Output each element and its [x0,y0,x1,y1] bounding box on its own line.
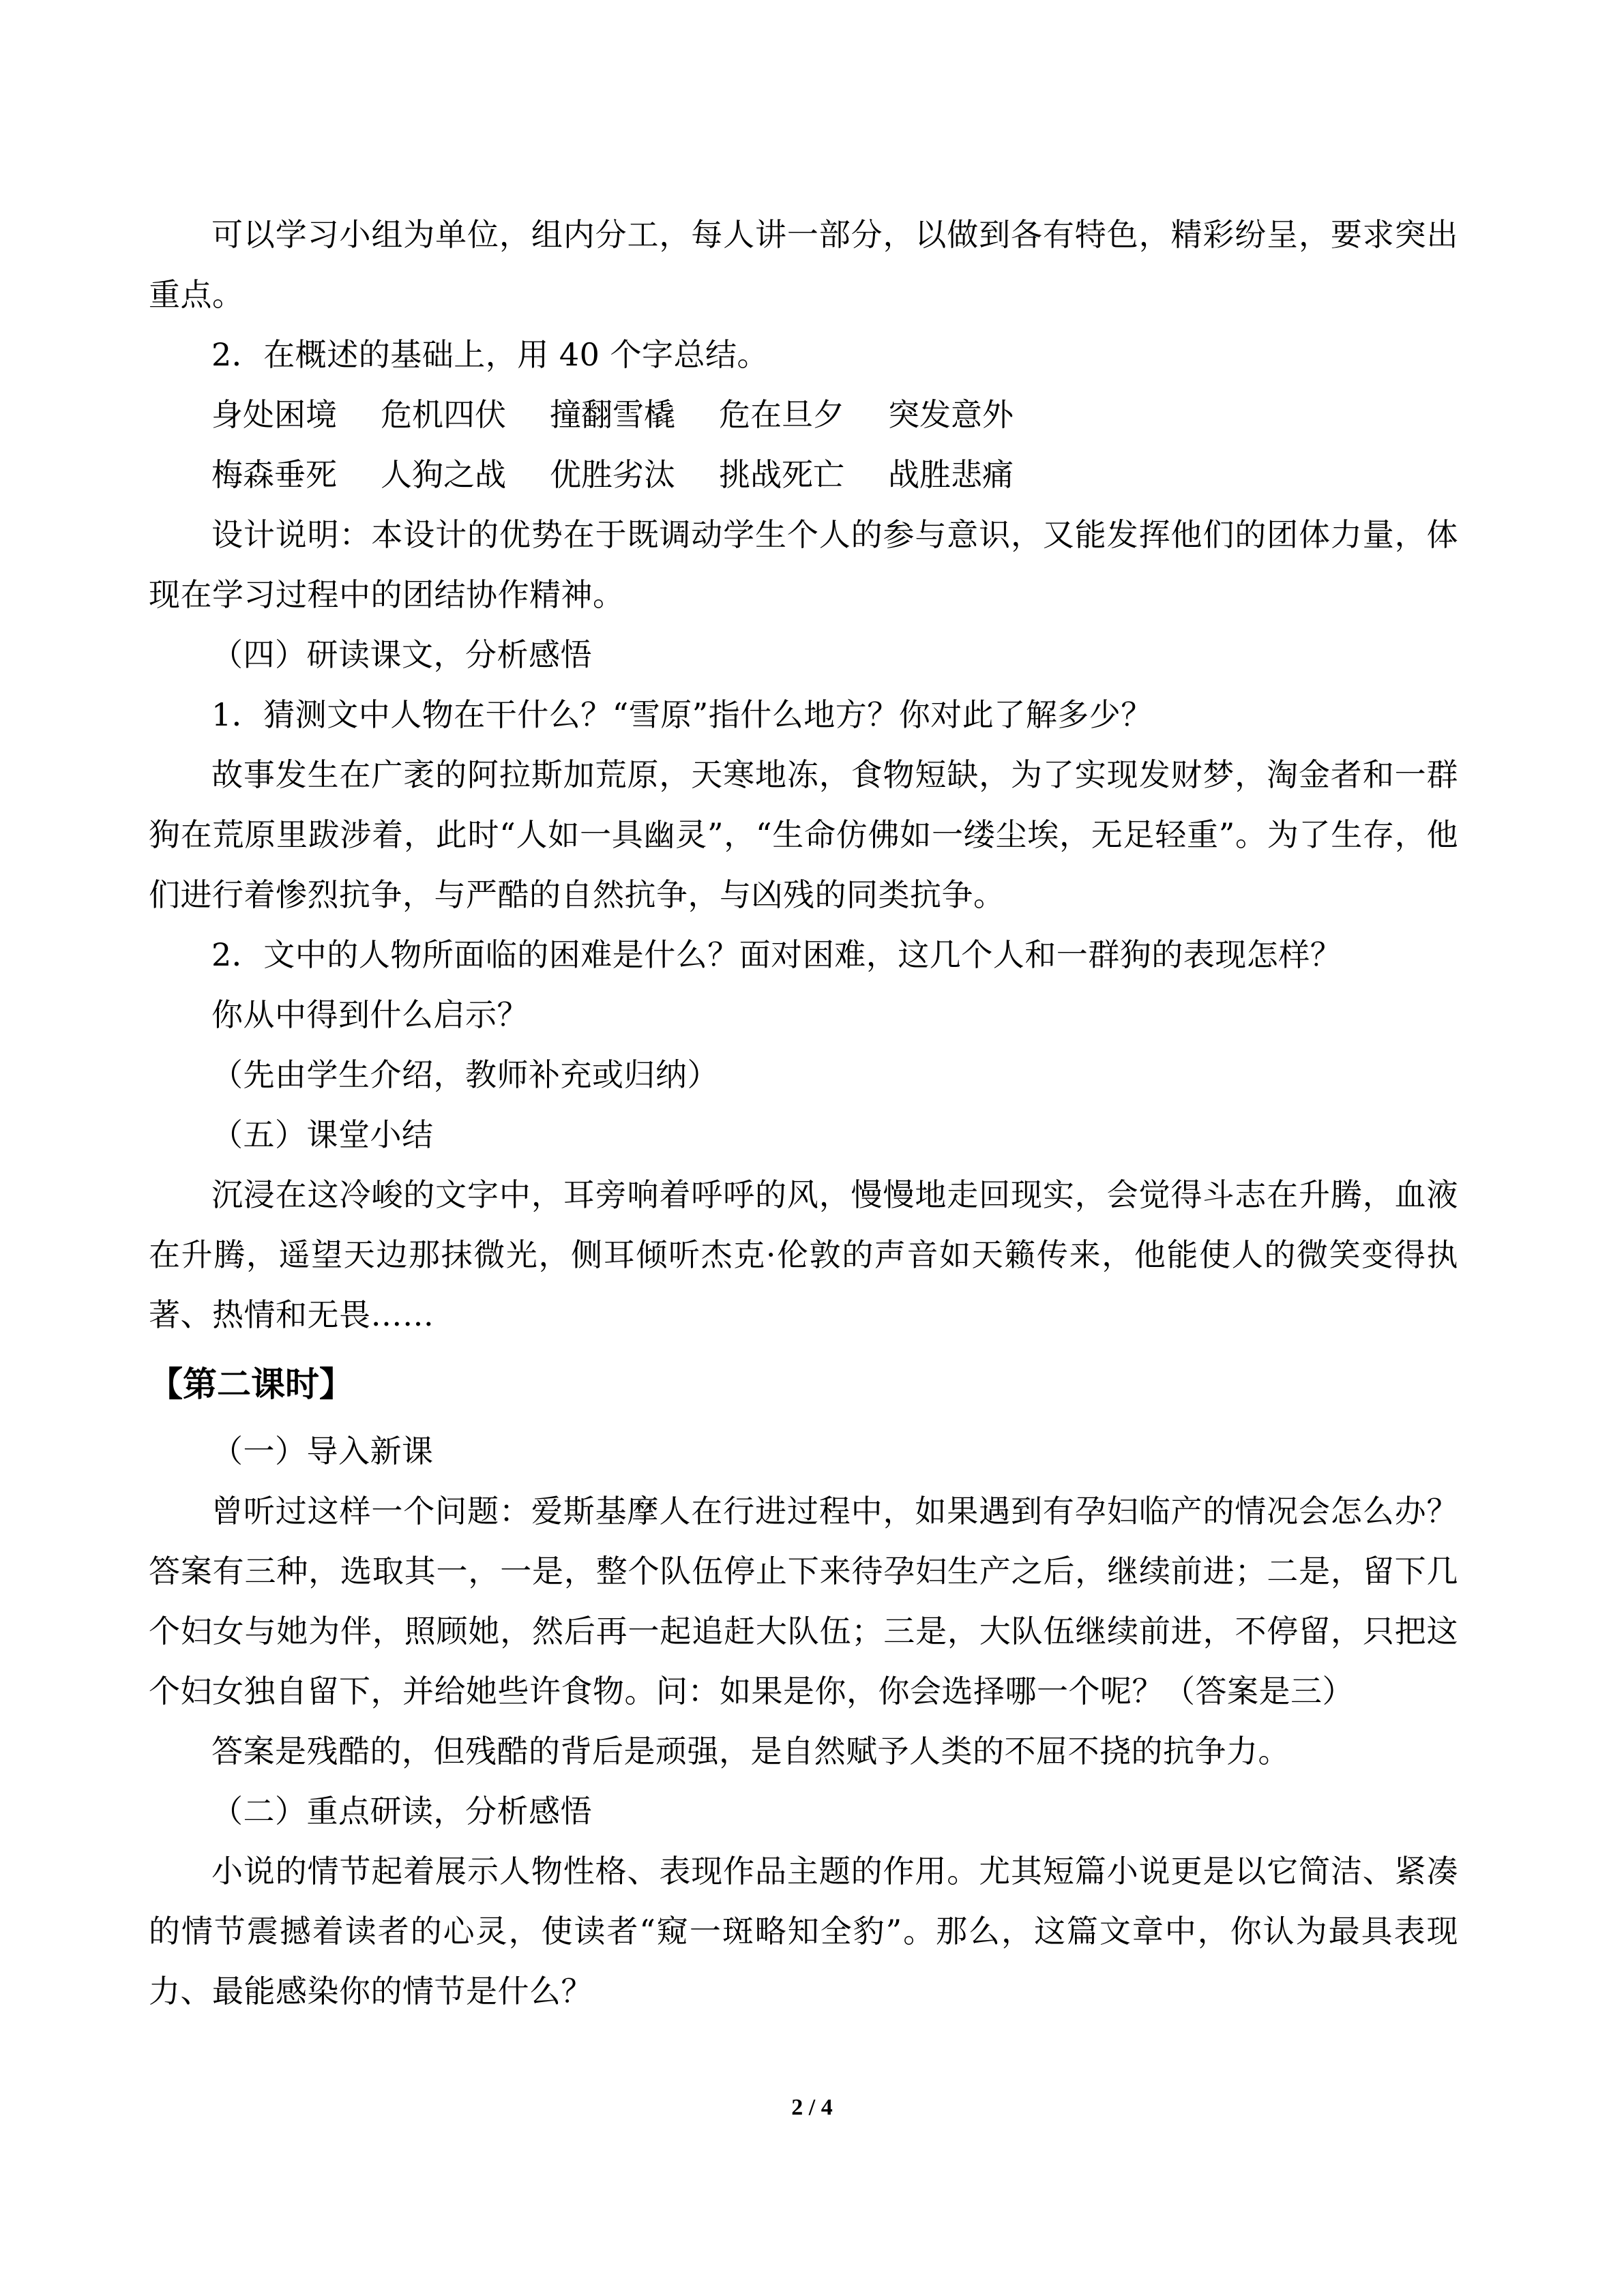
question-2: 2．文中的人物所面临的困难是什么？面对困难，这几个人和一群狗的表现怎样？ [211,936,1342,973]
question-1: 1．猜测文中人物在干什么？“雪原”指什么地方？你对此了解多少？ [211,696,1153,733]
answer-1: 故事发生在广袤的阿拉斯加荒原，天寒地冻，食物短缺，为了实现发财梦，淘金者和一群狗在荒原里跋涉着，此时“人如一具幽灵”，“生命仿佛如一缕尘埃，无足轻重”。为了生存，他们进行着惨烈抗争，与严酷的自然抗争，与凶残的同类抗争。 [149,756,1458,913]
paragraph-2: 2．在概述的基础上，用 40 个字总结。 [211,336,769,373]
page-content [149,205,1458,2021]
summary-terms-row-1 [149,385,1458,445]
term: 战胜悲痛 [888,456,1014,493]
design-note: 设计说明：本设计的优势在于既调动学生个人的参与意识，又能发挥他们的团体力量，体现在学习过程中的团结协作精神。 [149,516,1458,613]
answer-paragraph: 答案是残酷的，但残酷的背后是顽强，是自然赋予人类的不屈不挠的抗争力。 [211,1733,1290,1770]
term: 挑战死亡 [719,456,844,493]
summary-terms-row-2 [149,445,1458,505]
term: 突发意外 [888,396,1014,433]
term: 危在旦夕 [719,396,844,433]
section-heading-1: （一）导入新课 [211,1433,434,1470]
term: 危机四伏 [381,396,506,433]
term: 撞翻雪橇 [550,396,675,433]
lesson-heading: 【第二课时】 [149,1365,353,1404]
summary-paragraph: 沉浸在这冷峻的文字中，耳旁响着呼呼的风，慢慢地走回现实，会觉得斗志在升腾，血液在升腾，遥望天边那抹微光，侧耳倾听杰克·伦敦的声音如天籁传来，他能使人的微笑变得执著、热情和无畏…… [149,1176,1458,1333]
term: 身处困境 [211,396,337,433]
section-heading-2: （二）重点研读，分析感悟 [211,1793,592,1830]
term: 优胜劣汰 [550,456,675,493]
teacher-note: （先由学生介绍，教师补充或归纳） [211,1056,719,1093]
term: 梅森垂死 [211,456,337,493]
page-number: 2 / 4 [791,2095,833,2120]
section-heading-4: （四）研读课文，分析感悟 [211,636,592,673]
question-2-followup: 你从中得到什么启示？ [211,996,529,1033]
analysis-paragraph: 小说的情节起着展示人物性格、表现作品主题的作用。尤其短篇小说更是以它简洁、紧凑的情节震撼着读者的心灵，使读者“窥一斑略知全豹”。那么，这篇文章中，你认为最具表现力、最能感染你的情节是什么？ [149,1853,1458,2010]
intro-paragraph: 曾听过这样一个问题：爱斯基摩人在行进过程中，如果遇到有孕妇临产的情况会怎么办？答案有三种，选取其一，一是，整个队伍停止下来待孕妇生产之后，继续前进；二是，留下几个妇女与她为伴，照顾她，然后再一起追赶大队伍；三是，大队伍继续前进，不停留，只把这个妇女独自留下，并给她些许食物。问：如果是你，你会选择哪一个呢？（答案是三） [149,1493,1458,1710]
paragraph-1: 可以学习小组为单位，组内分工，每人讲一部分，以做到各有特色，精彩纷呈，要求突出重点。 [149,216,1458,313]
term: 人狗之战 [381,456,506,493]
section-heading-5: （五）课堂小结 [211,1116,434,1153]
